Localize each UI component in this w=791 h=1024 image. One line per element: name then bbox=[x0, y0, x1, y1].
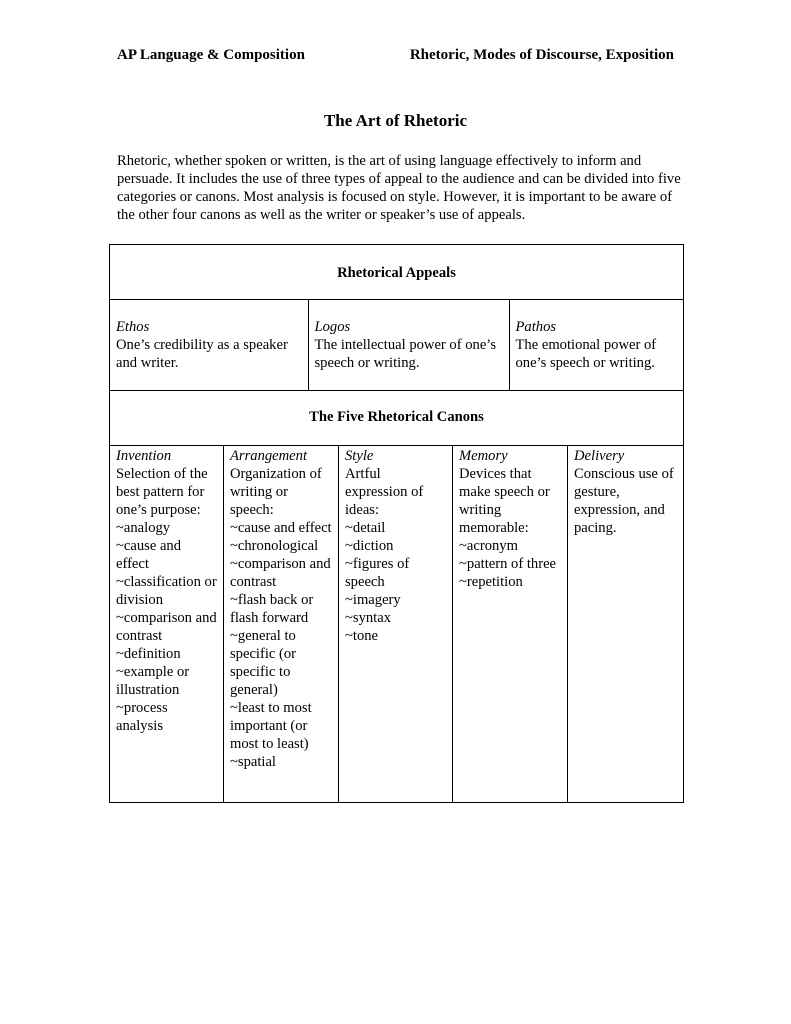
list-item: ~imagery bbox=[345, 592, 401, 608]
list-item: ~chronological bbox=[230, 538, 319, 554]
canon-invention bbox=[110, 446, 224, 803]
appeal-desc: The emotional power of one’s speech or writing. bbox=[515, 337, 657, 371]
canon-list bbox=[116, 519, 217, 735]
list-item: ~diction bbox=[345, 538, 394, 554]
list-item: ~least to most important (or most to least) bbox=[230, 700, 312, 752]
canon-desc: Artful expression of ideas: bbox=[345, 466, 424, 518]
canon-term: Style bbox=[345, 448, 374, 464]
list-item: ~process analysis bbox=[116, 700, 168, 734]
rhetoric-table bbox=[109, 244, 684, 803]
appeal-logos bbox=[308, 300, 509, 390]
canon-desc: Selection of the best pattern for one’s purpose: bbox=[116, 466, 208, 518]
appeal-term: Pathos bbox=[515, 319, 557, 335]
canon-term: Arrangement bbox=[230, 448, 308, 464]
course-name: AP Language & Composition bbox=[117, 47, 305, 63]
list-item: ~example or illustration bbox=[116, 664, 190, 698]
canon-delivery bbox=[568, 446, 684, 803]
canon-arrangement bbox=[224, 446, 339, 803]
canon-list bbox=[459, 537, 561, 591]
list-item: ~comparison and contrast bbox=[230, 556, 331, 590]
appeals-heading-cell bbox=[110, 245, 684, 300]
canon-list bbox=[345, 519, 446, 645]
canons-heading: The Five Rhetorical Canons bbox=[309, 409, 484, 425]
canon-list bbox=[230, 519, 332, 771]
canon-memory bbox=[453, 446, 568, 803]
canon-desc: Devices that make speech or writing memorable: bbox=[459, 466, 550, 536]
list-item: ~detail bbox=[345, 520, 386, 536]
appeal-term: Ethos bbox=[116, 319, 150, 335]
list-item: ~syntax bbox=[345, 610, 391, 626]
list-item: ~analogy bbox=[116, 520, 171, 536]
canon-desc: Conscious use of gesture, expression, and pacing. bbox=[574, 466, 674, 536]
appeal-ethos bbox=[110, 300, 308, 390]
appeal-desc: One’s credibility as a speaker and writer. bbox=[116, 337, 288, 371]
list-item: ~acronym bbox=[459, 538, 518, 554]
canon-term: Delivery bbox=[574, 448, 625, 464]
list-item: ~definition bbox=[116, 646, 181, 662]
appeal-pathos bbox=[509, 300, 684, 390]
list-item: ~spatial bbox=[230, 754, 276, 770]
canon-term: Invention bbox=[116, 448, 172, 464]
canon-term: Memory bbox=[459, 448, 508, 464]
list-item: ~general to specific (or specific to general) bbox=[230, 628, 297, 698]
list-item: ~repetition bbox=[459, 574, 523, 590]
appeal-desc: The intellectual power of one’s speech or writing. bbox=[314, 337, 497, 371]
appeals-heading: Rhetorical Appeals bbox=[337, 265, 456, 281]
list-item: ~pattern of three bbox=[459, 556, 557, 572]
list-item: ~figures of speech bbox=[345, 556, 410, 590]
list-item: ~tone bbox=[345, 628, 379, 644]
page-title: The Art of Rhetoric bbox=[323, 111, 468, 130]
appeal-term: Logos bbox=[314, 319, 351, 335]
canons-heading-cell bbox=[110, 391, 684, 446]
canon-desc: Organization of writing or speech: bbox=[230, 466, 322, 518]
appeals-subtable bbox=[110, 300, 684, 390]
unit-name: Rhetoric, Modes of Discourse, Exposition bbox=[409, 47, 674, 63]
canon-style bbox=[339, 446, 453, 803]
intro-paragraph: Rhetoric, whether spoken or written, is the art of using language effectively to inform and persuade. It includes the use of three types of appeal to the audience and can be divided into five categories or canons. Most analysis is focused on style. However, it is important to be aware of the other four canons as well as the writer or speaker’s use of appeals. bbox=[117, 153, 681, 223]
list-item: ~cause and effect bbox=[116, 538, 182, 572]
list-item: ~cause and effect bbox=[230, 520, 332, 536]
list-item: ~classification or division bbox=[116, 574, 217, 608]
list-item: ~comparison and contrast bbox=[116, 610, 217, 644]
appeals-row bbox=[110, 300, 684, 391]
list-item: ~flash back or flash forward bbox=[230, 592, 314, 626]
